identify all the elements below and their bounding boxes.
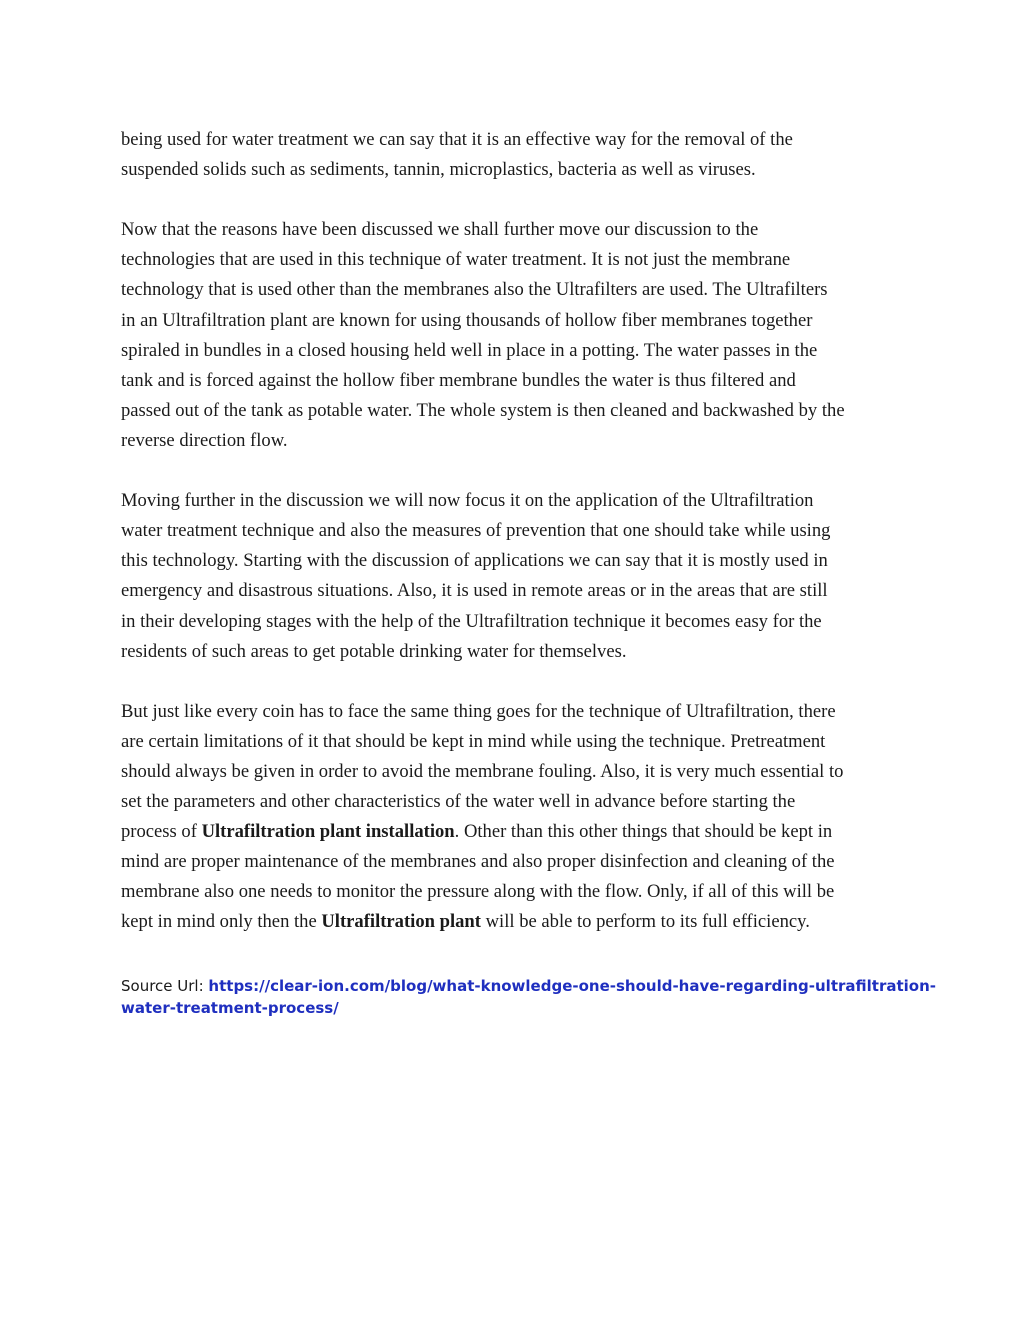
source-url-block — [121, 975, 936, 1019]
paragraph-line: passed out of the tank as potable water. The whole system is then cleaned and backwashed by the — [121, 399, 845, 421]
paragraph-line: in an Ultrafiltration plant are known for using thousands of hollow fiber membranes together — [121, 309, 813, 331]
text-run: process of — [121, 821, 202, 843]
paragraph-line: tank and is forced against the hollow fiber membrane bundles the water is thus filtered and — [121, 369, 796, 391]
paragraph-1 — [121, 125, 911, 185]
paragraph-line: Moving further in the discussion we will now focus it on the application of the Ultrafiltration — [121, 490, 814, 512]
text-run: will be able to perform to its full efficiency. — [480, 911, 810, 933]
text-run: . Other than this other things that should be kept in — [454, 821, 833, 843]
paragraph-line: But just like every coin has to face the same thing goes for the technique of Ultrafiltration, there — [121, 700, 836, 722]
paragraph-line: being used for water treatment we can say that it is an effective way for the removal of the — [121, 129, 793, 150]
paragraph-line: water treatment technique and also the measures of prevention that one should take while using — [121, 520, 831, 542]
paragraph-line: technology that is used other than the membranes also the Ultrafilters are used. The Ultrafilters — [121, 279, 828, 301]
paragraph-line: suspended solids such as sediments, tannin, microplastics, bacteria as well as viruses. — [121, 159, 756, 181]
paragraph-line: membrane also one needs to monitor the pressure along with the flow. Only, if all of this will be — [121, 881, 835, 903]
paragraph-line: mind are proper maintenance of the membranes and also proper disinfection and cleaning of the — [121, 851, 835, 873]
source-label: Source Url: — [121, 977, 209, 995]
paragraph-line — [121, 907, 911, 937]
paragraph-4 — [121, 697, 911, 938]
paragraph-line: residents of such areas to get potable drinking water for themselves. — [121, 640, 627, 662]
keyword-ultrafiltration-plant-installation: Ultrafiltration plant installation — [201, 821, 455, 843]
paragraph-line: should always be given in order to avoid the membrane fouling. Also, it is very much essential to — [121, 760, 844, 782]
paragraph-line: are certain limitations of it that should be kept in mind while using the technique. Pretreatment — [121, 730, 826, 752]
paragraph-line: reverse direction flow. — [121, 429, 288, 451]
paragraph-line: in their developing stages with the help of the Ultrafiltration technique it becomes easy for the — [121, 610, 822, 632]
keyword-ultrafiltration-plant: Ultrafiltration plant — [321, 911, 481, 933]
paragraph-2 — [121, 215, 911, 456]
paragraph-line: set the parameters and other characteristics of the water well in advance before starting the — [121, 791, 796, 813]
paragraph-3 — [121, 486, 911, 667]
paragraph-line: this technology. Starting with the discussion of applications we can say that it is mostly used in — [121, 550, 828, 572]
source-url-link[interactable]: https://clear-ion.com/blog/what-knowledge-one-should-have-regarding-ultrafiltration- — [208, 977, 936, 995]
paragraph-line: emergency and disastrous situations. Also, it is used in remote areas or in the areas that are still — [121, 580, 828, 602]
paragraph-line — [121, 817, 911, 847]
source-url-link-continued[interactable]: water-treatment-process/ — [121, 999, 339, 1017]
paragraph-line: technologies that are used in this technique of water treatment. It is not just the membrane — [121, 249, 791, 271]
paragraph-line: Now that the reasons have been discussed we shall further move our discussion to the — [121, 219, 759, 241]
source-line-1 — [121, 975, 936, 997]
paragraph-line: spiraled in bundles in a closed housing held well in place in a potting. The water passes in the — [121, 339, 818, 361]
document-body — [121, 125, 911, 968]
text-run: kept in mind only then the — [121, 911, 322, 933]
